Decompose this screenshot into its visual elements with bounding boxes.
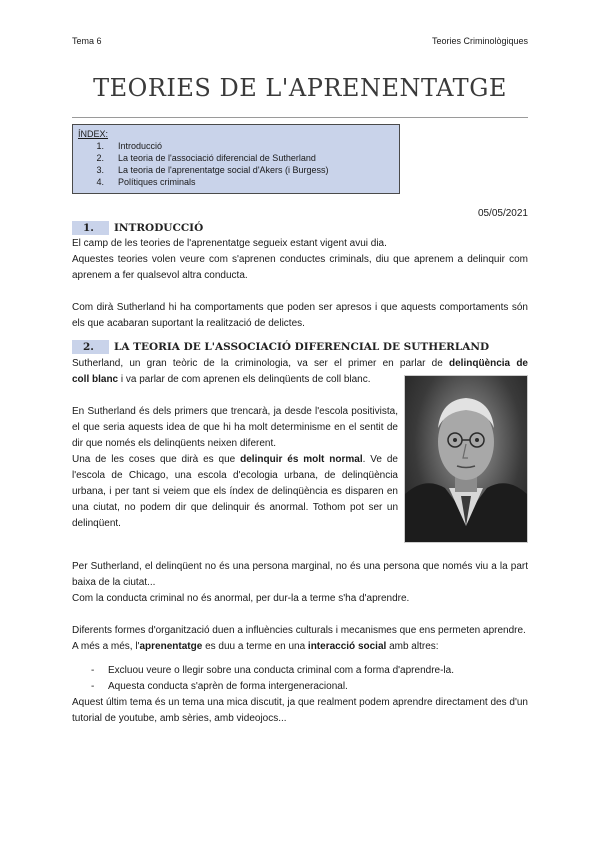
index-item-label: La teoria de l'associació diferencial de Sutherland (118, 153, 316, 163)
page-title: TEORIES DE L'APRENENTATGE (93, 74, 507, 102)
index-item-number: 1. (96, 141, 104, 151)
section-2-paragraph: Una de les coses que dirà es que delinquir és molt normal. Ve de l'escola de Chicago, una escola d'ecologia urbana, de delinqüència urbana, i per tant si veiem que els índex de delinqüència es disparen en una ciutat, no podem dir que delinquir és anormal. Tothom pot ser un delinqüent. (72, 454, 398, 529)
list-item (72, 663, 528, 679)
sutherland-portrait (404, 375, 528, 543)
index-item (78, 152, 394, 164)
bullet-dash: - (91, 665, 95, 676)
index-item-number: 4. (96, 177, 104, 187)
section-2-title: LA TEORIA DE L'ASSOCIACIÓ DIFERENCIAL DE SUTHERLAND (114, 341, 490, 353)
section-2-paragraph: Com la conducta criminal no és anormal, per dur-la a terme s'ha d'aprendre. (72, 593, 410, 604)
section-2-paragraph: Sutherland, un gran teòric de la criminologia, va ser el primer en parlar de delinqüència de (72, 358, 528, 369)
index-item (78, 176, 394, 188)
bullet-dash: - (91, 681, 95, 692)
index-item-label: Polítiques criminals (118, 177, 196, 187)
section-2-paragraph: Aquest últim tema és un tema una mica discutit, ja que realment podem aprendre directament des d'un tutorial de youtube, amb sèries, amb videojocs... (72, 697, 528, 724)
section-1-number: 1. (72, 221, 109, 235)
portrait-illustration (405, 376, 527, 542)
header-subject: Teories Criminològiques (431, 36, 528, 46)
section-2-number: 2. (72, 340, 109, 354)
section-2-body (72, 559, 528, 655)
section-2-paragraph: Per Sutherland, el delinqüent no és una persona marginal, no és una persona que només viu a la part baixa de la ciutat... (72, 561, 528, 588)
section-1-heading (72, 221, 203, 235)
title-divider (72, 117, 528, 118)
section-2-paragraph: En Sutherland és dels primers que trencarà, ja desde l'escola positivista, el que seria aquests idea de que hi ha molt determinisme en el sentit de dir que només els delinqüents neixen diferent. (72, 406, 398, 449)
section-2-paragraph: coll blanc i va parlar de com aprenen els delinqüents de coll blanc. (72, 374, 371, 385)
index-item-number: 2. (96, 153, 104, 163)
index-box (72, 124, 400, 194)
section-2-intro (72, 356, 528, 372)
index-item-label: Introducció (118, 141, 163, 151)
document-date: 05/05/2021 (477, 208, 528, 219)
header-topic: Tema 6 (72, 36, 102, 46)
index-item-label: La teoria de l'aprenentatge social d'Akers (i Burgess) (118, 165, 329, 175)
section-1-title: INTRODUCCIÓ (114, 222, 204, 234)
section-1-body (72, 236, 528, 332)
list-item-text: Aquesta conducta s'aprèn de forma intergeneracional. (108, 681, 348, 692)
list-item-text: Excluou veure o llegir sobre una conducta criminal com a forma d'aprendre-la. (108, 665, 454, 676)
index-item (78, 164, 394, 176)
index-item-number: 3. (96, 165, 104, 175)
index-title: ÍNDEX: (78, 129, 109, 139)
section-2-wrapped-text (72, 372, 398, 532)
list-item (72, 679, 528, 695)
section-1-paragraph: El camp de les teories de l'aprenentatge segueix estant vigent avui dia. (72, 238, 387, 249)
section-1-paragraph: Com dirà Sutherland hi ha comportaments que poden ser apresos i que aquests comportaments són els que acabaran suportant la realització de delictes. (72, 302, 528, 329)
section-2-bullet-list (72, 663, 528, 695)
section-2-closing (72, 695, 528, 727)
section-1-paragraph: Aquestes teories volen veure com s'aprenen conductes criminals, diu que aprenem a delinquir com aprenem a fer qualsevol altra conducta. (72, 254, 528, 281)
index-item (78, 140, 394, 152)
section-2-paragraph: Diferents formes d'organització duen a influències culturals i mecanismes que ens permeten aprendre. (72, 625, 526, 636)
section-2-paragraph: A més a més, l'aprenentatge es duu a terme en una interacció social amb altres: (72, 641, 439, 652)
section-2-heading (72, 340, 489, 354)
